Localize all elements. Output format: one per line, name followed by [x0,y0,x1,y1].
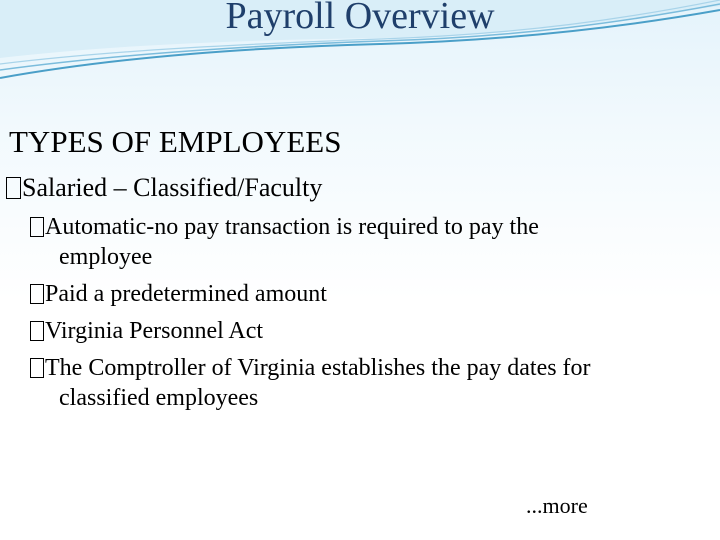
missing-glyph-bullet-icon [30,284,44,304]
sub-bullet-personnel-act [30,316,710,346]
sub-bullet-comptroller-line1: The Comptroller of Virginia establishes the pay dates for [45,355,591,381]
sub-bullet-predetermined [30,279,710,309]
sub-bullet-comptroller [30,353,710,413]
sub-bullet-personnel-act-text: Virginia Personnel Act [45,318,264,344]
sub-bullet-comptroller-line2: classified employees [59,385,259,411]
more-link[interactable]: ...more [526,493,588,518]
sub-bullet-automatic [30,212,710,272]
bullet-salaried-text: Salaried – Classified/Faculty [22,173,323,202]
sub-bullet-automatic-line2: employee [59,244,153,270]
missing-glyph-bullet-icon [30,358,44,378]
sub-bullet-automatic-line1: Automatic-no pay transaction is required to pay the [45,214,539,240]
sub-bullet-predetermined-text: Paid a predetermined amount [45,281,327,307]
section-heading: TYPES OF EMPLOYEES [9,124,342,159]
missing-glyph-bullet-icon [30,321,44,341]
missing-glyph-bullet-icon [6,177,21,199]
missing-glyph-bullet-icon [30,217,44,237]
bullet-salaried [6,172,322,204]
slide-title: Payroll Overview [225,0,495,37]
